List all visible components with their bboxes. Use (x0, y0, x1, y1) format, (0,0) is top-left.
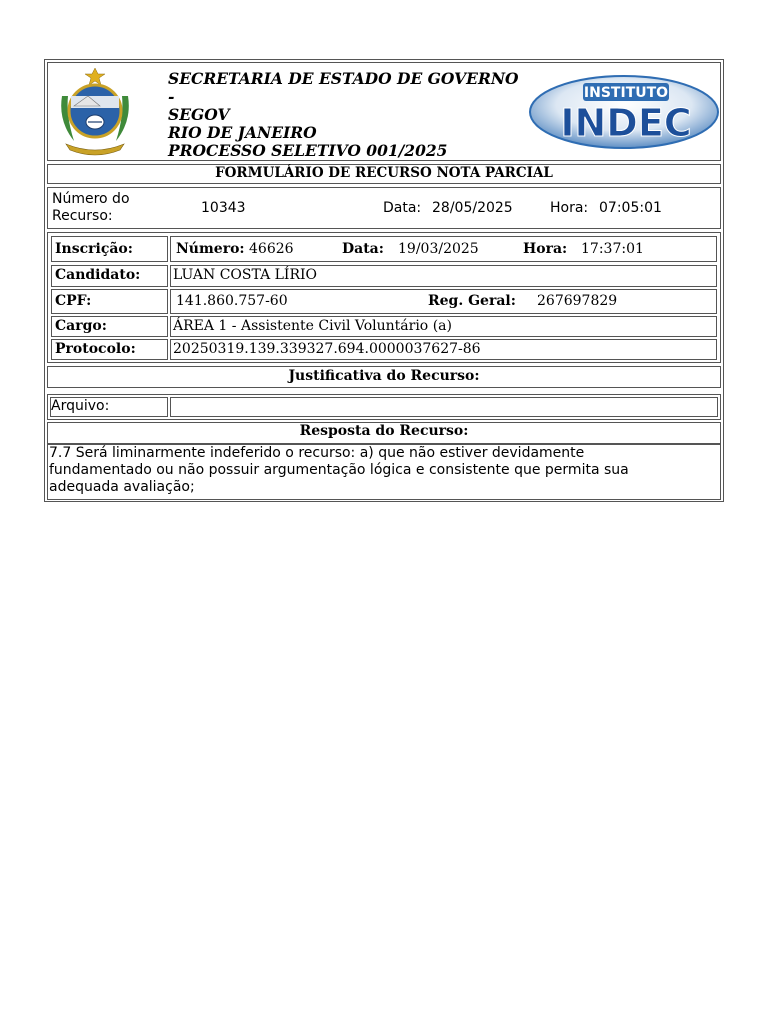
inscricao-number-value: 46626 (249, 241, 294, 257)
candidato-value: LUAN COSTA LÍRIO (173, 267, 317, 283)
form-title: FORMULÁRIO DE RECURSO NOTA PARCIAL (215, 165, 553, 181)
cargo-label: Cargo: (55, 318, 107, 334)
inscricao-label: Inscrição: (55, 241, 133, 257)
indec-logo (528, 74, 720, 150)
header-title (168, 70, 528, 160)
recurso-number-label: Número do Recurso: (52, 191, 130, 224)
recurso-time-value: 07:05:01 (599, 200, 662, 216)
rio-coat-of-arms-logo (54, 66, 136, 158)
arquivo-label: Arquivo: (51, 398, 110, 414)
recurso-date-value: 28/05/2025 (432, 200, 513, 216)
reg-geral-value: 267697829 (537, 293, 618, 309)
candidato-label: Candidato: (55, 267, 141, 283)
inscricao-time-label: Hora: (523, 241, 568, 257)
inscricao-time-value: 17:37:01 (581, 241, 644, 257)
indec-logo-top-text: INSTITUTO (583, 85, 669, 101)
indec-logo-main-text: INDEC (560, 101, 692, 145)
recurso-date-label: Data: (383, 200, 422, 216)
arquivo-value-cell (170, 397, 718, 417)
protocolo-label: Protocolo: (55, 341, 136, 357)
inscricao-number-label: Número: (176, 241, 245, 257)
header-title-line-2: SEGOV (168, 105, 230, 124)
header-title-line-4: PROCESSO SELETIVO 001/2025 (168, 141, 448, 160)
cargo-value: ÁREA 1 - Assistente Civil Voluntário (a) (173, 318, 452, 334)
protocolo-value: 20250319.139.339327.694.0000037627-86 (173, 341, 481, 357)
justificativa-title: Justificativa do Recurso: (288, 368, 480, 384)
inscricao-date-label: Data: (342, 241, 384, 257)
cpf-label: CPF: (55, 293, 92, 309)
resposta-title: Resposta do Recurso: (299, 423, 469, 439)
cpf-value: 141.860.757-60 (176, 293, 288, 309)
header-title-line-1: SECRETARIA DE ESTADO DE GOVERNO - (168, 69, 519, 106)
recurso-time-label: Hora: (550, 200, 589, 216)
header-title-line-3: RIO DE JANEIRO (168, 123, 317, 142)
resposta-text: 7.7 Será liminarmente indeferido o recurso: a) que não estiver devidamente fundamentado ou não possuir argumentação lógica e consistente que permita sua adequada avaliação; (49, 445, 629, 495)
inscricao-date-value: 19/03/2025 (398, 241, 479, 257)
recurso-number-value: 10343 (201, 200, 246, 216)
reg-geral-label: Reg. Geral: (428, 293, 516, 309)
